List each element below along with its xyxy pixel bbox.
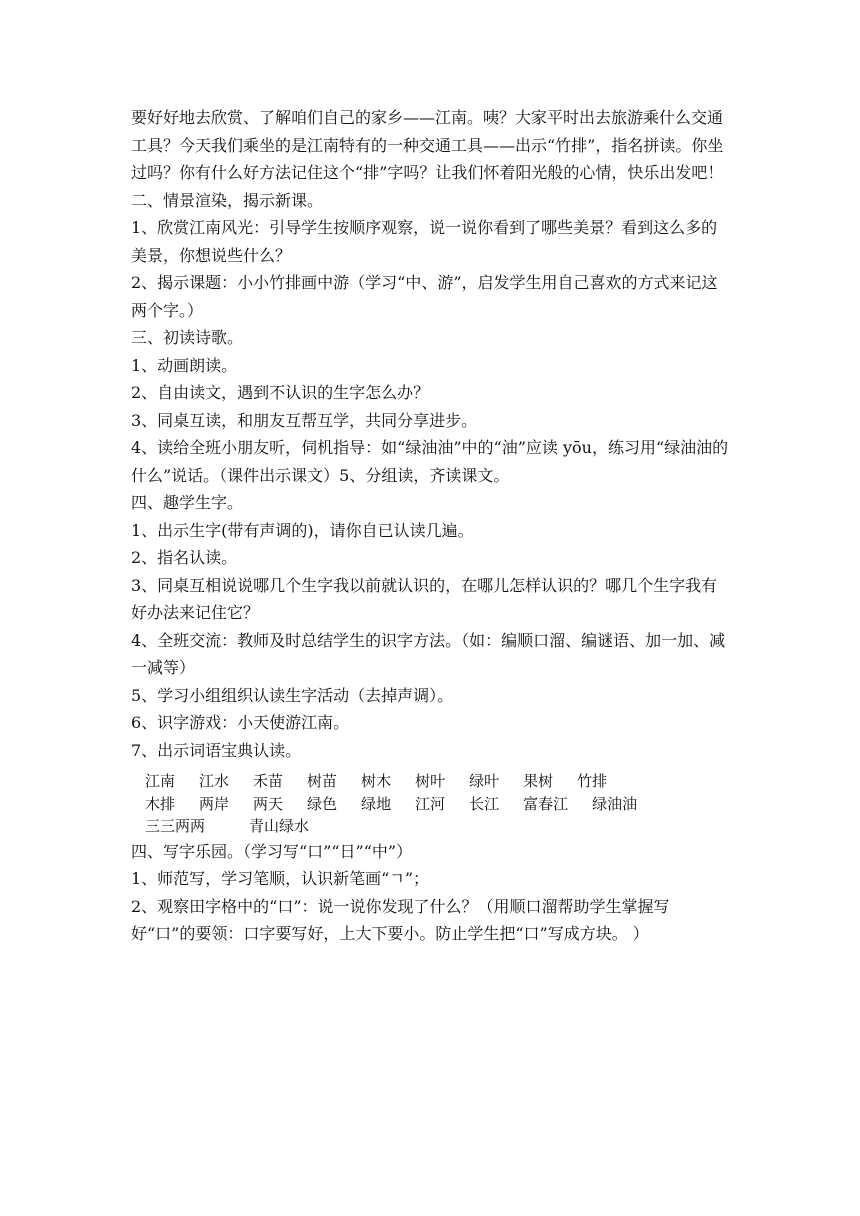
paragraph: 4、全班交流：教师及时总结学生的识字方法。（如：编顺口溜、编谜语、加一加、减一减等） [131,630,726,677]
paragraph: 1、出示生字(带有声调的)，请你自已认读几遍。 [131,520,474,540]
document-body [131,104,731,948]
vocab-word: 树苗 [307,772,338,790]
vocab-word: 木排 [145,794,176,813]
paragraph: 2、观察田字格中的“口”：说一说你发现了什么？（用顺口溜帮助学生掌握写好“口”的要领：口字要写好，上大下要小。防止学生把“口”写成方块。 ） [131,896,670,943]
word-line [145,793,731,816]
vocab-word: 竹排 [577,772,608,790]
paragraph: 2、揭示课题：小小竹排画中游（学习“中、游”，启发学生用自己喜欢的方式来记这两个字。） [131,273,718,320]
paragraph: 1、欣赏江南风光：引导学生按顺序观察，说一说你看到了哪些美景？看到这么多的美景，你想说些什么？ [131,218,718,265]
word-line [145,815,731,838]
paragraph: 1、师范写，学习笔顺，认识新笔画“ㄱ”； [131,869,429,888]
vocab-word: 绿地 [361,794,392,813]
vocab-word: 禾苗 [253,772,284,790]
vocab-word: 果树 [523,772,554,790]
vocab-word: 青山绿水 [249,817,310,835]
vocab-word: 江南 [145,772,176,790]
vocab-word: 绿色 [307,794,338,813]
paragraph: 要好好地去欣赏、了解咱们自己的家乡——江南。咦？大家平时出去旅游乘什么交通工具？今天我们乘坐的是江南特有的一种交通工具——出示“竹排”，指名拼读。你坐过吗？你有什么好方法记住这个“排”字吗？让我们怀着阳光般的心情，快乐出发吧！ [131,108,724,182]
section-heading: 三、初读诗歌。 [131,328,244,347]
vocab-word: 树木 [361,772,392,790]
section-heading: 二、情景渲染，揭示新课。 [131,190,324,210]
vocab-word: 长江 [469,794,500,813]
paragraph: 3、同桌互读，和朋友互帮互学，共同分享进步。 [131,410,478,430]
vocab-word: 绿叶 [469,772,500,790]
paragraph: 5、学习小组组织认读生字活动（去掉声调）。 [131,685,454,705]
vocab-word: 两岸 [199,794,230,813]
paragraph: 2、指名认读。 [131,548,238,567]
vocab-word: 三三两两 [145,817,206,835]
vocab-word: 两天 [253,794,284,813]
section-heading: 四、趣学生字。 [131,493,244,512]
vocab-word: 江河 [415,794,446,813]
paragraph: 4、读给全班小朋友听，伺机指导：如“绿油油”中的“油”应读 yōu，练习用“绿油油的什么”说话。（课件出示课文）5、分组读，齐读课文。 [131,438,729,485]
vocab-word: 绿油油 [592,794,638,813]
vocab-word: 江水 [199,772,230,790]
section-heading: 四、写字乐园。（学习写“口”“日”“中”） [131,841,413,861]
paragraph: 1、动画朗读。 [131,355,238,375]
vocab-word: 富春江 [523,794,569,813]
paragraph: 6、识字游戏：小天使游江南。 [131,713,350,732]
word-line [145,770,731,793]
paragraph: 7、出示词语宝典认读。 [131,740,302,760]
vocab-word: 树叶 [415,772,446,790]
paragraph: 2、自由读文，遇到不认识的生字怎么办？ [131,383,430,402]
word-list [131,770,731,838]
paragraph: 3、同桌互相说说哪几个生字我以前就认识的，在哪儿怎样认识的？哪几个生字我有好办法来记住它？ [131,575,718,622]
